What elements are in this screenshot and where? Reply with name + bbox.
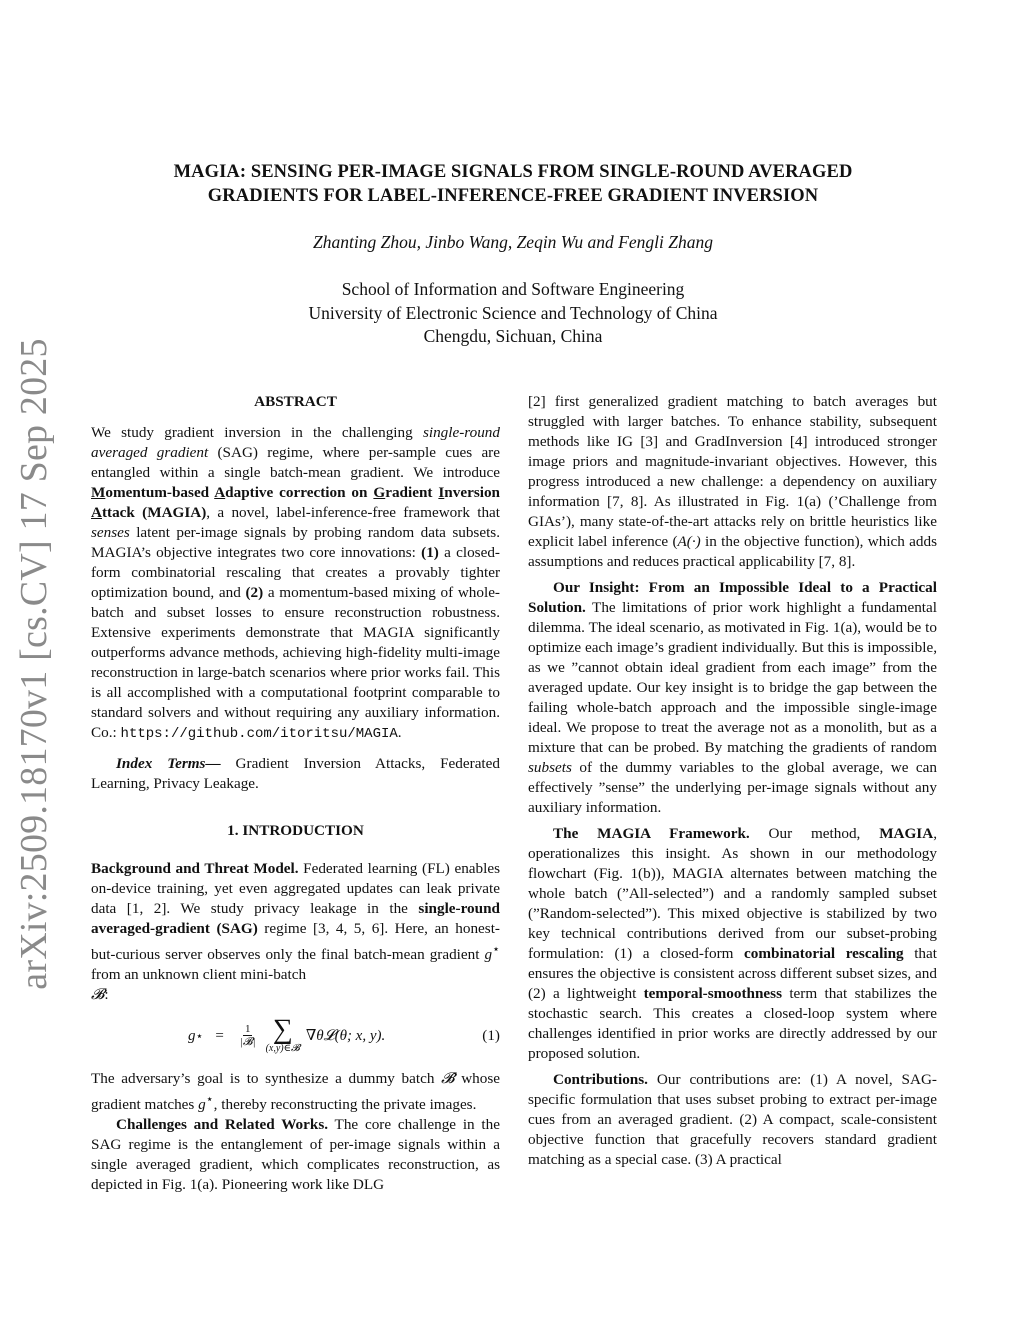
summation-symbol: ∑ (x,y)∈𝓑	[265, 1014, 300, 1055]
affiliation-school: School of Information and Software Engineering	[341, 279, 685, 299]
right-column	[528, 392, 937, 1170]
equation-body: g ⋆ = $\frac{1}{\text{|𝓑|}}$ ∑ (x,y)∈𝓑 ∇θ𝓛(θ; x, y).	[188, 1014, 386, 1055]
arxiv-sidebar-stamp	[8, 338, 60, 990]
affiliation-block	[100, 278, 926, 349]
code-repository-link[interactable]: https://github.com/itoritsu/MAGIA	[120, 726, 398, 742]
paragraph-our-insight: Our Insight: From an Impossible Ideal to a Practical Solution. The limitations of prior work highlight a fundamental dilemma. The ideal scenario, as motivated in Fig. 1(a), would be to optimize each image’s gradient individually. But this is impossible, as we ”cannot obtain ideal gradient from each image” from the averaged update. Our key insight is to bridge the gap between the failing whole-batch approach and the impossible single-image ideal. We propose to treat the average not as a monolith, but as a mixture that can be probed. By matching the gradients of random subsets of the dummy variables to the global average, we can effectively ”sense” the underlying per-image signals without any auxiliary information.	[528, 579, 937, 816]
paragraph-contributions: Contributions. Our contributions are: (1) A novel, SAG-specific formulation that uses subset probing to extract per-image cues from an averaged gradient. (2) A compact, scale-consistent objective function that gracefully recovers standard gradient matching as a special case. (3) A practical	[528, 1071, 937, 1168]
intro-paragraph-challenges: Challenges and Related Works. The core challenge in the SAG regime is the entanglement of per-image signals within a single averaged gradient, which complicates reconstruction, as depicted in Fig. 1(a). Pioneering work like DLG	[91, 1116, 500, 1194]
index-terms: Index Terms— Gradient Inversion Attacks, Federated Learning, Privacy Leakage.	[91, 755, 500, 792]
intro-paragraph-adversary: The adversary’s goal is to synthesize a dummy batch 𝓑̂ whose gradient matches g⋆, thereby reconstructing the private images.	[91, 1070, 500, 1114]
method-acronym-expansion: Momentum-based Adaptive correction on Gradient Inversion Attack (MAGIA)	[91, 484, 500, 521]
affiliation-university: University of Electronic Science and Technology of China	[308, 302, 718, 323]
author-list: Zhanting Zhou, Jinbo Wang, Zeqin Wu and Fengli Zhang	[313, 232, 713, 252]
intro-paragraph-background: Background and Threat Model. Federated learning (FL) enables on-device training, yet even aggregated updates can leak private data [1, 2]. We study privacy leakage in the single-round averaged-gradient (SAG) regime [3, 4, 5, 6]. Here, an honest-but-curious server observes only the final batch-mean gradient g⋆ from an unknown client mini-batch 𝓑:	[91, 860, 501, 1004]
left-column	[91, 392, 500, 1195]
equation-1	[91, 1007, 500, 1065]
paper-title	[100, 160, 926, 208]
equation-fraction: $\frac{1}{\text{|𝓑|}}$	[239, 1023, 256, 1049]
abstract-heading: ABSTRACT	[254, 393, 337, 410]
equation-number: (1)	[482, 1027, 500, 1045]
arxiv-identifier: arXiv:2509.18170v1 [cs.CV] 17 Sep 2025	[13, 338, 55, 990]
related-works-continued: [2] first generalized gradient matching to batch averages but struggled with larger batches. To enhance stability, subsequent methods like IG [3] and GradInversion [4] introduced stronger image priors and magnitude-invariant objectives. However, this progress introduced a new challenge: a dependency on auxiliary information [7, 8]. As illustrated in Fig. 1(a) (’Challenge from GIAs’), many state-of-the-art attacks rely on brittle heuristics like explicit label inference (A(·) in the objective function), which adds assumptions and reduces practical applicability [7, 8].	[528, 393, 938, 570]
section-heading-introduction: 1. INTRODUCTION	[227, 822, 364, 839]
abstract-body: We study gradient inversion in the challenging single-round averaged gradient (SAG) regime, where per-sample cues are entangled within a single batch-mean gradient. We introduce Momentum-based Adaptive correction on Gradient Inversion Attack (MAGIA), a novel, label-inference-free framework that senses latent per-image signals by probing random data subsets. MAGIA’s objective integrates two core innovations: (1) a closed-form combinatorial rescaling that creates a provably tighter optimization bound, and (2) a momentum-based mixing of whole-batch and subset losses to ensure reconstruction robustness. Extensive experiments demonstrate that MAGIA significantly outperforms advance methods, achieving high-fidelity multi-image reconstruction in large-batch scenarios where prior works fail. This is all accomplished with a computational footprint comparable to standard solvers and without requiring any auxiliary information. Co.: https://github.com/itoritsu/MAGIA.	[91, 424, 501, 742]
title-line-1: MAGIA: SENSING PER-IMAGE SIGNALS FROM SINGLE-ROUND AVERAGED	[173, 162, 853, 182]
paragraph-magia-framework: The MAGIA Framework. Our method, MAGIA, operationalizes this insight. As shown in our methodology flowchart (Fig. 1(b)), MAGIA alternates between matching the whole batch (”All-selected”) and a randomly sampled subset (”Random-selected”). This mixed objective is stabilized by two key technical contributions derived from our subset-probing formulation: (1) a closed-form combinatorial rescaling that ensures the objective is consistent across different subset sizes, and (2) a lightweight temporal-smoothness term that stabilizes the stochastic search. This creates a closed-loop system where challenges identified in prior works are directly addressed by our proposed solution.	[528, 825, 937, 1062]
title-line-2: GRADIENTS FOR LABEL-INFERENCE-FREE GRADIENT INVERSION	[207, 186, 819, 206]
affiliation-location: Chengdu, Sichuan, China	[423, 326, 603, 346]
